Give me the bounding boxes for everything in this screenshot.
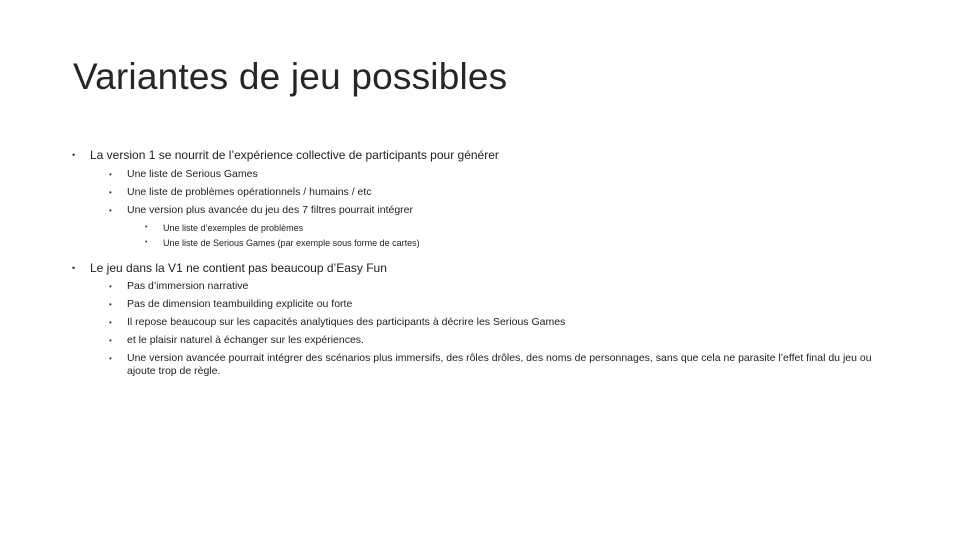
bullet-text: et le plaisir naturel à échanger sur les expériences. [127,334,364,346]
bullet-text: Il repose beaucoup sur les capacités analytiques des participants à décrire les Serious Games [127,316,566,328]
bullet-icon: • [72,263,76,273]
bullet-icon: • [109,354,112,363]
bullet-icon: • [109,282,112,291]
bullet-text: Pas de dimension teambuilding explicite ou forte [127,298,353,310]
bullet-icon: • [145,239,148,246]
bullet-text: Une liste d’exemples de problèmes [163,223,304,233]
bullet-icon: • [109,206,112,215]
bullet-icon: • [109,318,112,327]
bullet-text: Pas d’immersion narrative [127,280,249,292]
bullet-icon: • [109,188,112,197]
bullet-text: Une liste de Serious Games (par exemple sous forme de cartes) [163,238,420,248]
slide-title: Variantes de jeu possibles [73,56,508,97]
bullet-icon: • [145,224,148,231]
bullet-text: Une liste de Serious Games [127,168,258,180]
bullet-icon: • [109,336,112,345]
bullet-text: La version 1 se nourrit de l’expérience collective de participants pour générer [90,148,499,162]
bullet-text: Une liste de problèmes opérationnels / humains / etc [127,186,372,198]
bullet-text: Le jeu dans la V1 ne contient pas beaucoup d’Easy Fun [90,261,387,275]
bullet-icon: • [72,150,76,160]
bullet-text: Une version plus avancée du jeu des 7 filtres pourrait intégrer [127,204,413,216]
bullet-text: Une version avancée pourrait intégrer des scénarios plus immersifs, des rôles drôles, des noms de personnages, sans que cela ne parasite l’effet final du jeu ou ajoute trop de règle. [127,352,872,377]
bullet-icon: • [109,170,112,179]
bullet-icon: • [109,300,112,309]
